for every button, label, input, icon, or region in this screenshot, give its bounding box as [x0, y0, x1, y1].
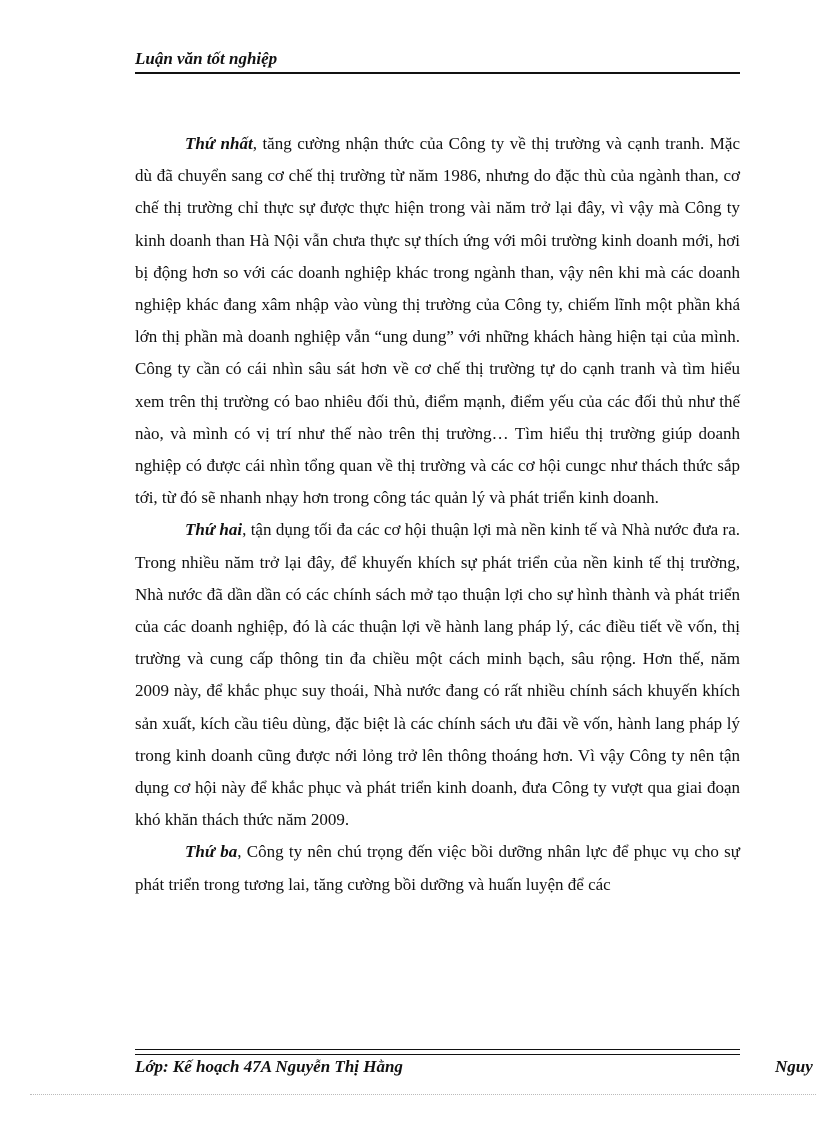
document-body	[135, 128, 740, 901]
paragraph-text: , tận dụng tối đa các cơ hội thuận lợi mà nền kinh tế và Nhà nước đưa ra. Trong nhiều năm trở lại đây, để khuyến khích sự phát triển của nền kinh tế thị trường, Nhà nước đã dần dần có các chính sách mở tạo thuận lợi cho sự hình thành và phát triển của các doanh nghiệp, đó là các thuận lợi về hành lang pháp lý, các điều tiết về vốn, thị trường và cung cấp thông tin đa chiều một cách minh bạch, sâu rộng. Hơn thế, năm 2009 này, để khắc phục suy thoái, Nhà nước đang có rất nhiều chính sách khuyến khích sản xuất, kích cầu tiêu dùng, đặc biệt là các chính sách ưu đãi về vốn, hành lang pháp lý trong kinh doanh cũng được nới lỏng trở lên thông thoáng hơn. Vì vậy Công ty nên tận dụng cơ hội này để khắc phục và phát triển kinh doanh, đưa Công ty vượt qua giai đoạn khó khăn thách thức năm 2009.	[135, 520, 741, 830]
footer-cut-text: Nguy	[775, 1057, 813, 1076]
paragraph-second	[135, 514, 740, 836]
paragraph-third	[135, 836, 740, 900]
footer-class-author: Lớp: Kế hoạch 47A Nguyễn Thị Hằng	[135, 1057, 403, 1076]
paragraph-lead: Thứ hai	[185, 520, 243, 540]
paragraph-text: , Công ty nên chú trọng đến việc bồi dưỡng nhân lực để phục vụ cho sự phát triển trong tương lai, tăng cường bồi dưỡng và huấn luyện để các	[135, 842, 740, 894]
header-title: Luận văn tốt nghiệp	[135, 49, 278, 68]
running-header	[135, 48, 740, 74]
page-edge-dotted-line	[30, 1094, 816, 1095]
paragraph-lead: Thứ ba	[185, 842, 238, 862]
footer-divider	[135, 1049, 740, 1055]
paragraph-lead: Thứ nhất	[185, 134, 253, 153]
paragraph-first	[135, 128, 740, 514]
paragraph-text: , tăng cường nhận thức của Công ty về thị trường và cạnh tranh. Mặc dù đã chuyển sang cơ chế thị trường từ năm 1986, nhưng do đặc thù của ngành than, cơ chế thị trường chỉ thực sự được thực hiện trong vài năm trở lại đây, vì vậy mà Công ty kinh doanh than Hà Nội vẫn chưa thực sự thích ứng với môi trường kinh doanh mới, hơi bị động hơn so với các doanh nghiệp khác trong ngành than, vậy nên khi mà các doanh nghiệp khác đang xâm nhập vào vùng thị trường của Công ty, chiếm lĩnh một phần khá lớn thị phần mà doanh nghiệp vẫn “ung dung” với những khách hàng hiện tại của mình. Công ty cần có cái nhìn sâu sát hơn về cơ chế thị trường tự do cạnh tranh và tìm hiểu xem trên thị trường có bao nhiêu đối thủ, điểm mạnh, điểm yếu của các đối thủ như thế nào, và mình có vị trí như thế nào trên thị trường… Tìm hiểu thị trường giúp doanh nghiệp có được cái nhìn tổng quan về thị trường và các cơ hội cungc như thách thức sắp tới, từ đó sẽ nhanh nhạy hơn trong công tác quản lý và phát triển kinh doanh.	[135, 134, 741, 508]
